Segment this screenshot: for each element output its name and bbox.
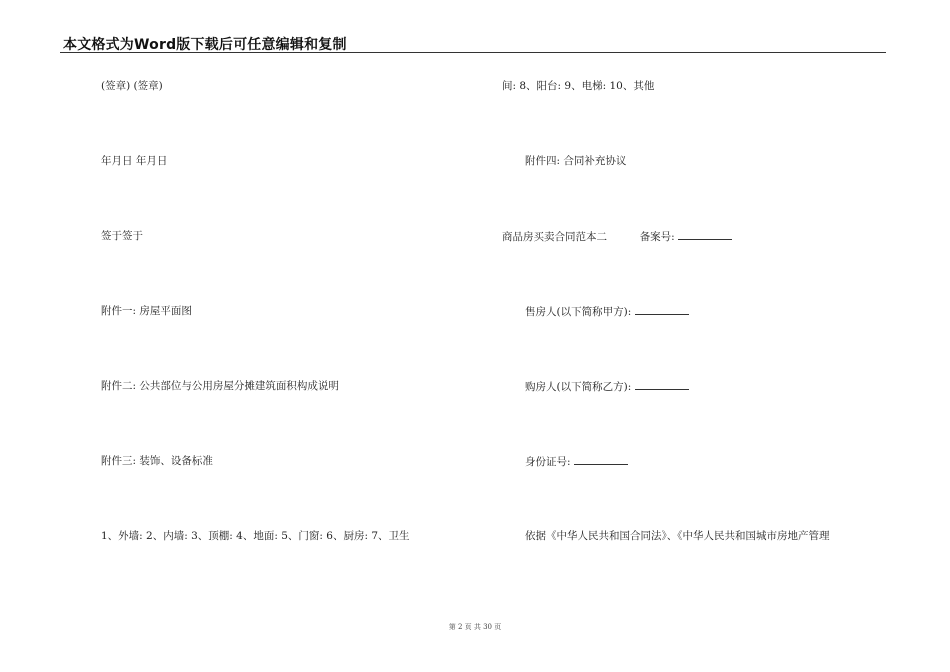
right-line-equipment-continued: 间: 8、阳台: 9、电梯: 10、其他: [502, 80, 655, 92]
left-line-signature-seal: (签章) (签章): [101, 80, 163, 92]
left-line-attachment-2: 附件二: 公共部位与公用房屋分摊建筑面积构成说明: [101, 380, 339, 392]
id-number-blank: [574, 454, 628, 465]
contract-template-title: 商品房买卖合同范本二: [502, 231, 607, 243]
seller-blank: [635, 304, 689, 315]
header-divider: [60, 52, 886, 53]
right-line-attachment-4: 附件四: 合同补充协议: [525, 155, 627, 167]
right-line-seller: [525, 304, 689, 319]
left-line-signed-at: 签于签于: [101, 230, 143, 242]
record-number-label: 备案号:: [639, 231, 675, 243]
right-line-legal-basis: 依据《中华人民共和国合同法》、《中华人民共和国城市房地产管理: [525, 530, 830, 542]
buyer-blank: [635, 379, 689, 390]
left-line-date: 年月日 年月日: [101, 155, 168, 167]
record-number-blank: [678, 229, 732, 240]
buyer-label: 购房人(以下简称乙方):: [525, 381, 632, 393]
right-line-buyer: [525, 379, 689, 394]
page-footer-page-number: 第 2 页 共 30 页: [448, 623, 502, 631]
left-line-equipment-list: 1、外墙: 2、内墙: 3、顶棚: 4、地面: 5、门窗: 6、厨房: 7、卫生: [101, 530, 410, 542]
page-header-title: 本文格式为Word版下载后可任意编辑和复制: [63, 37, 347, 53]
right-line-id-number: [525, 454, 628, 469]
id-number-label: 身份证号:: [525, 456, 571, 468]
right-line-contract-title-row: [502, 229, 732, 244]
left-line-attachment-1: 附件一: 房屋平面图: [101, 305, 192, 317]
seller-label: 售房人(以下简称甲方):: [525, 306, 632, 318]
left-line-attachment-3: 附件三: 装饰、设备标准: [101, 455, 213, 467]
